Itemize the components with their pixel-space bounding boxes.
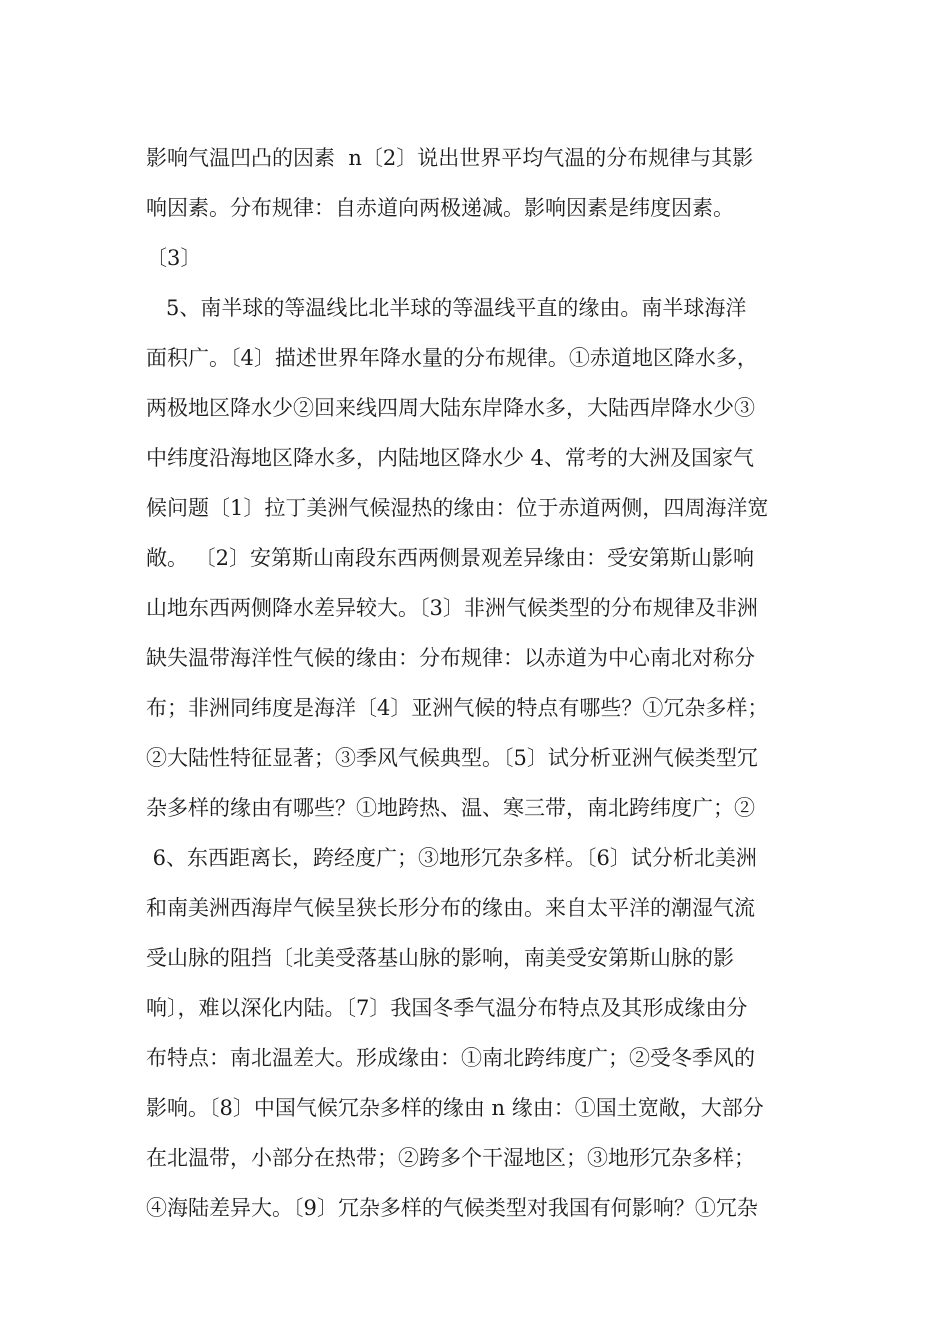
text-line: 5、南半球的等温线比北半球的等温线平直的缘由。南半球海洋 [146,296,747,320]
text-line: 山地东西两侧降水差异较大。〔3〕非洲气候类型的分布规律及非洲 [146,596,758,620]
text-line: 布特点：南北温差大。形成缘由：①南北跨纬度广；②受冬季风的 [146,1046,755,1070]
text-line: 影响。〔8〕中国气候冗杂多样的缘由 n 缘由：①国土宽敞，大部分 [146,1096,764,1120]
text-line: 中纬度沿海地区降水多，内陆地区降水少 4、常考的大洲及国家气 [146,446,755,470]
text-line: 候问题〔1〕拉丁美洲气候湿热的缘由：位于赤道两侧，四周海洋宽 [146,496,769,520]
text-line: 受山脉的阻挡〔北美受落基山脉的影响，南美受安第斯山脉的影 [146,946,734,970]
text-line: 影响气温凹凸的因素 n〔2〕说出世界平均气温的分布规律与其影 [146,146,754,170]
text-line: 敞。 〔2〕安第斯山南段东西两侧景观差异缘由：受安第斯山影响 [146,546,755,570]
text-line: ②大陆性特征显著；③季风气候典型。〔5〕试分析亚洲气候类型冗 [146,746,758,770]
body-text [146,133,810,1233]
text-line: 6、东西距离长，跨经度广；③地形冗杂多样。〔6〕试分析北美洲 [146,846,757,870]
text-line: 和南美洲西海岸气候呈狭长形分布的缘由。来自太平洋的潮湿气流 [146,896,755,920]
text-line: 面积广。〔4〕描述世界年降水量的分布规律。①赤道地区降水多， [146,346,758,370]
text-line: 响〕，难以深化内陆。〔7〕我国冬季气温分布特点及其形成缘由分 [146,996,748,1020]
text-line: 〔3〕 [146,246,202,270]
text-line: 杂多样的缘由有哪些？①地跨热、温、寒三带，南北跨纬度广；② [146,796,755,820]
text-line: 布；非洲同纬度是海洋〔4〕亚洲气候的特点有哪些？①冗杂多样； [146,696,769,720]
text-line: ④海陆差异大。〔9〕冗杂多样的气候类型对我国有何影响？①冗杂 [146,1196,758,1220]
text-line: 缺失温带海洋性气候的缘由：分布规律：以赤道为中心南北对称分 [146,646,755,670]
text-line: 在北温带，小部分在热带；②跨多个干湿地区；③地形冗杂多样； [146,1146,755,1170]
text-line: 响因素。分布规律：自赤道向两极递减。影响因素是纬度因素。 [146,196,734,220]
text-line: 两极地区降水少②回来线四周大陆东岸降水多，大陆西岸降水少③ [146,396,755,420]
